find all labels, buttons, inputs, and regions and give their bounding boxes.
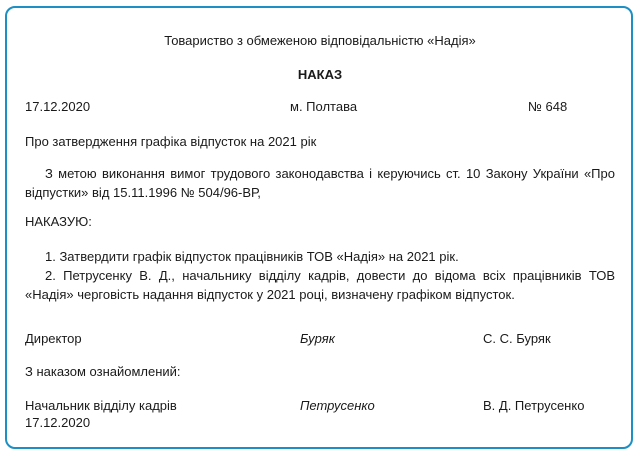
order-number: № 648 bbox=[528, 99, 568, 114]
acquainted-signature: Петрусенко bbox=[300, 398, 375, 413]
order-city: м. Полтава bbox=[290, 99, 358, 114]
signer-position: Директор bbox=[25, 331, 82, 346]
order-item-2: 2. Петрусенку В. Д., начальнику відділу кадрів, довести до відома всіх працівників ТОВ «Надія» черговість надання відпусток у 2021 році, визначену графіком відпусток. bbox=[25, 268, 615, 302]
document-title: НАКАЗ bbox=[297, 67, 343, 82]
acquainted-name: В. Д. Петрусенко bbox=[483, 398, 585, 413]
signer-name: С. С. Буряк bbox=[483, 331, 551, 346]
order-preamble: З метою виконання вимог трудового законодавства і керуючись ст. 10 Закону України «Про відпустки» від 15.11.1996 № 504/96-ВР, bbox=[25, 166, 615, 200]
order-date: 17.12.2020 bbox=[25, 99, 91, 114]
acquainted-position: Начальник відділу кадрів bbox=[25, 398, 177, 413]
acquainted-date: 17.12.2020 bbox=[25, 415, 91, 430]
signer-signature: Буряк bbox=[300, 331, 335, 346]
order-subject: Про затвердження графіка відпусток на 2021 рік bbox=[25, 134, 317, 149]
order-item-1: 1. Затвердити графік відпусток працівників ТОВ «Надія» на 2021 рік. bbox=[45, 249, 459, 264]
order-word: НАКАЗУЮ: bbox=[25, 214, 92, 229]
company-name: Товариство з обмеженою відповідальністю «Надія» bbox=[164, 33, 476, 48]
acquainted-label: З наказом ознайомлений: bbox=[25, 364, 181, 379]
